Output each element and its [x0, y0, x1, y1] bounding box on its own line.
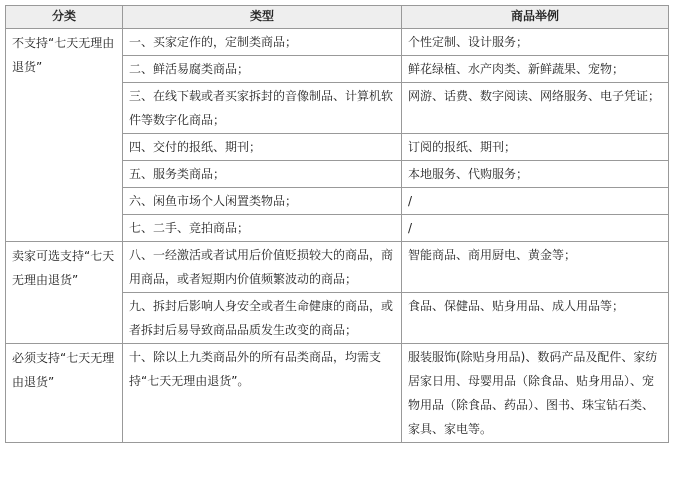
examples-cell: 鲜花绿植、水产肉类、新鲜蔬果、宠物；: [402, 56, 669, 83]
examples-cell: 食品、保健品、贴身用品、成人用品等；: [402, 293, 669, 344]
type-cell: 三、在线下载或者买家拆封的音像制品、计算机软件等数字化商品；: [123, 83, 402, 134]
type-cell: 一、买家定作的，定制类商品；: [123, 29, 402, 56]
category-cell: 卖家可选支持“七天无理由退货”: [6, 242, 123, 344]
return-policy-table: [5, 5, 669, 443]
examples-cell: 服装服饰(除贴身用品)、数码产品及配件、家纺居家日用、母婴用品（除食品、贴身用品）、宠物用品（除食品、药品）、图书、珠宝钻石类、家具、家电等。: [402, 344, 669, 443]
table-row: [6, 242, 669, 293]
policy-table-container: [5, 5, 669, 443]
category-cell: 不支持“七天无理由退货”: [6, 29, 123, 242]
type-cell: 二、鲜活易腐类商品；: [123, 56, 402, 83]
examples-cell: 订阅的报纸、期刊；: [402, 134, 669, 161]
examples-cell: 网游、话费、数字阅读、网络服务、电子凭证；: [402, 83, 669, 134]
header-examples: 商品举例: [402, 6, 669, 29]
type-cell: 五、服务类商品；: [123, 161, 402, 188]
table-header-row: [6, 6, 669, 29]
table-row: [6, 29, 669, 56]
examples-cell: 智能商品、商用厨电、黄金等；: [402, 242, 669, 293]
type-cell: 八、一经激活或者试用后价值贬损较大的商品，商用商品，或者短期内价值频繁波动的商品；: [123, 242, 402, 293]
type-cell: 六、闲鱼市场个人闲置类物品；: [123, 188, 402, 215]
examples-cell: 个性定制、设计服务；: [402, 29, 669, 56]
examples-cell: 本地服务、代购服务；: [402, 161, 669, 188]
examples-cell: /: [402, 215, 669, 242]
header-type: 类型: [123, 6, 402, 29]
type-cell: 十、除以上九类商品外的所有品类商品，均需支持“七天无理由退货”。: [123, 344, 402, 443]
examples-cell: /: [402, 188, 669, 215]
category-cell: 必须支持“七天无理由退货”: [6, 344, 123, 443]
type-cell: 四、交付的报纸、期刊；: [123, 134, 402, 161]
type-cell: 九、拆封后影响人身安全或者生命健康的商品，或者拆封后易导致商品品质发生改变的商品；: [123, 293, 402, 344]
type-cell: 七、二手、竞拍商品；: [123, 215, 402, 242]
table-row: [6, 344, 669, 443]
header-category: 分类: [6, 6, 123, 29]
